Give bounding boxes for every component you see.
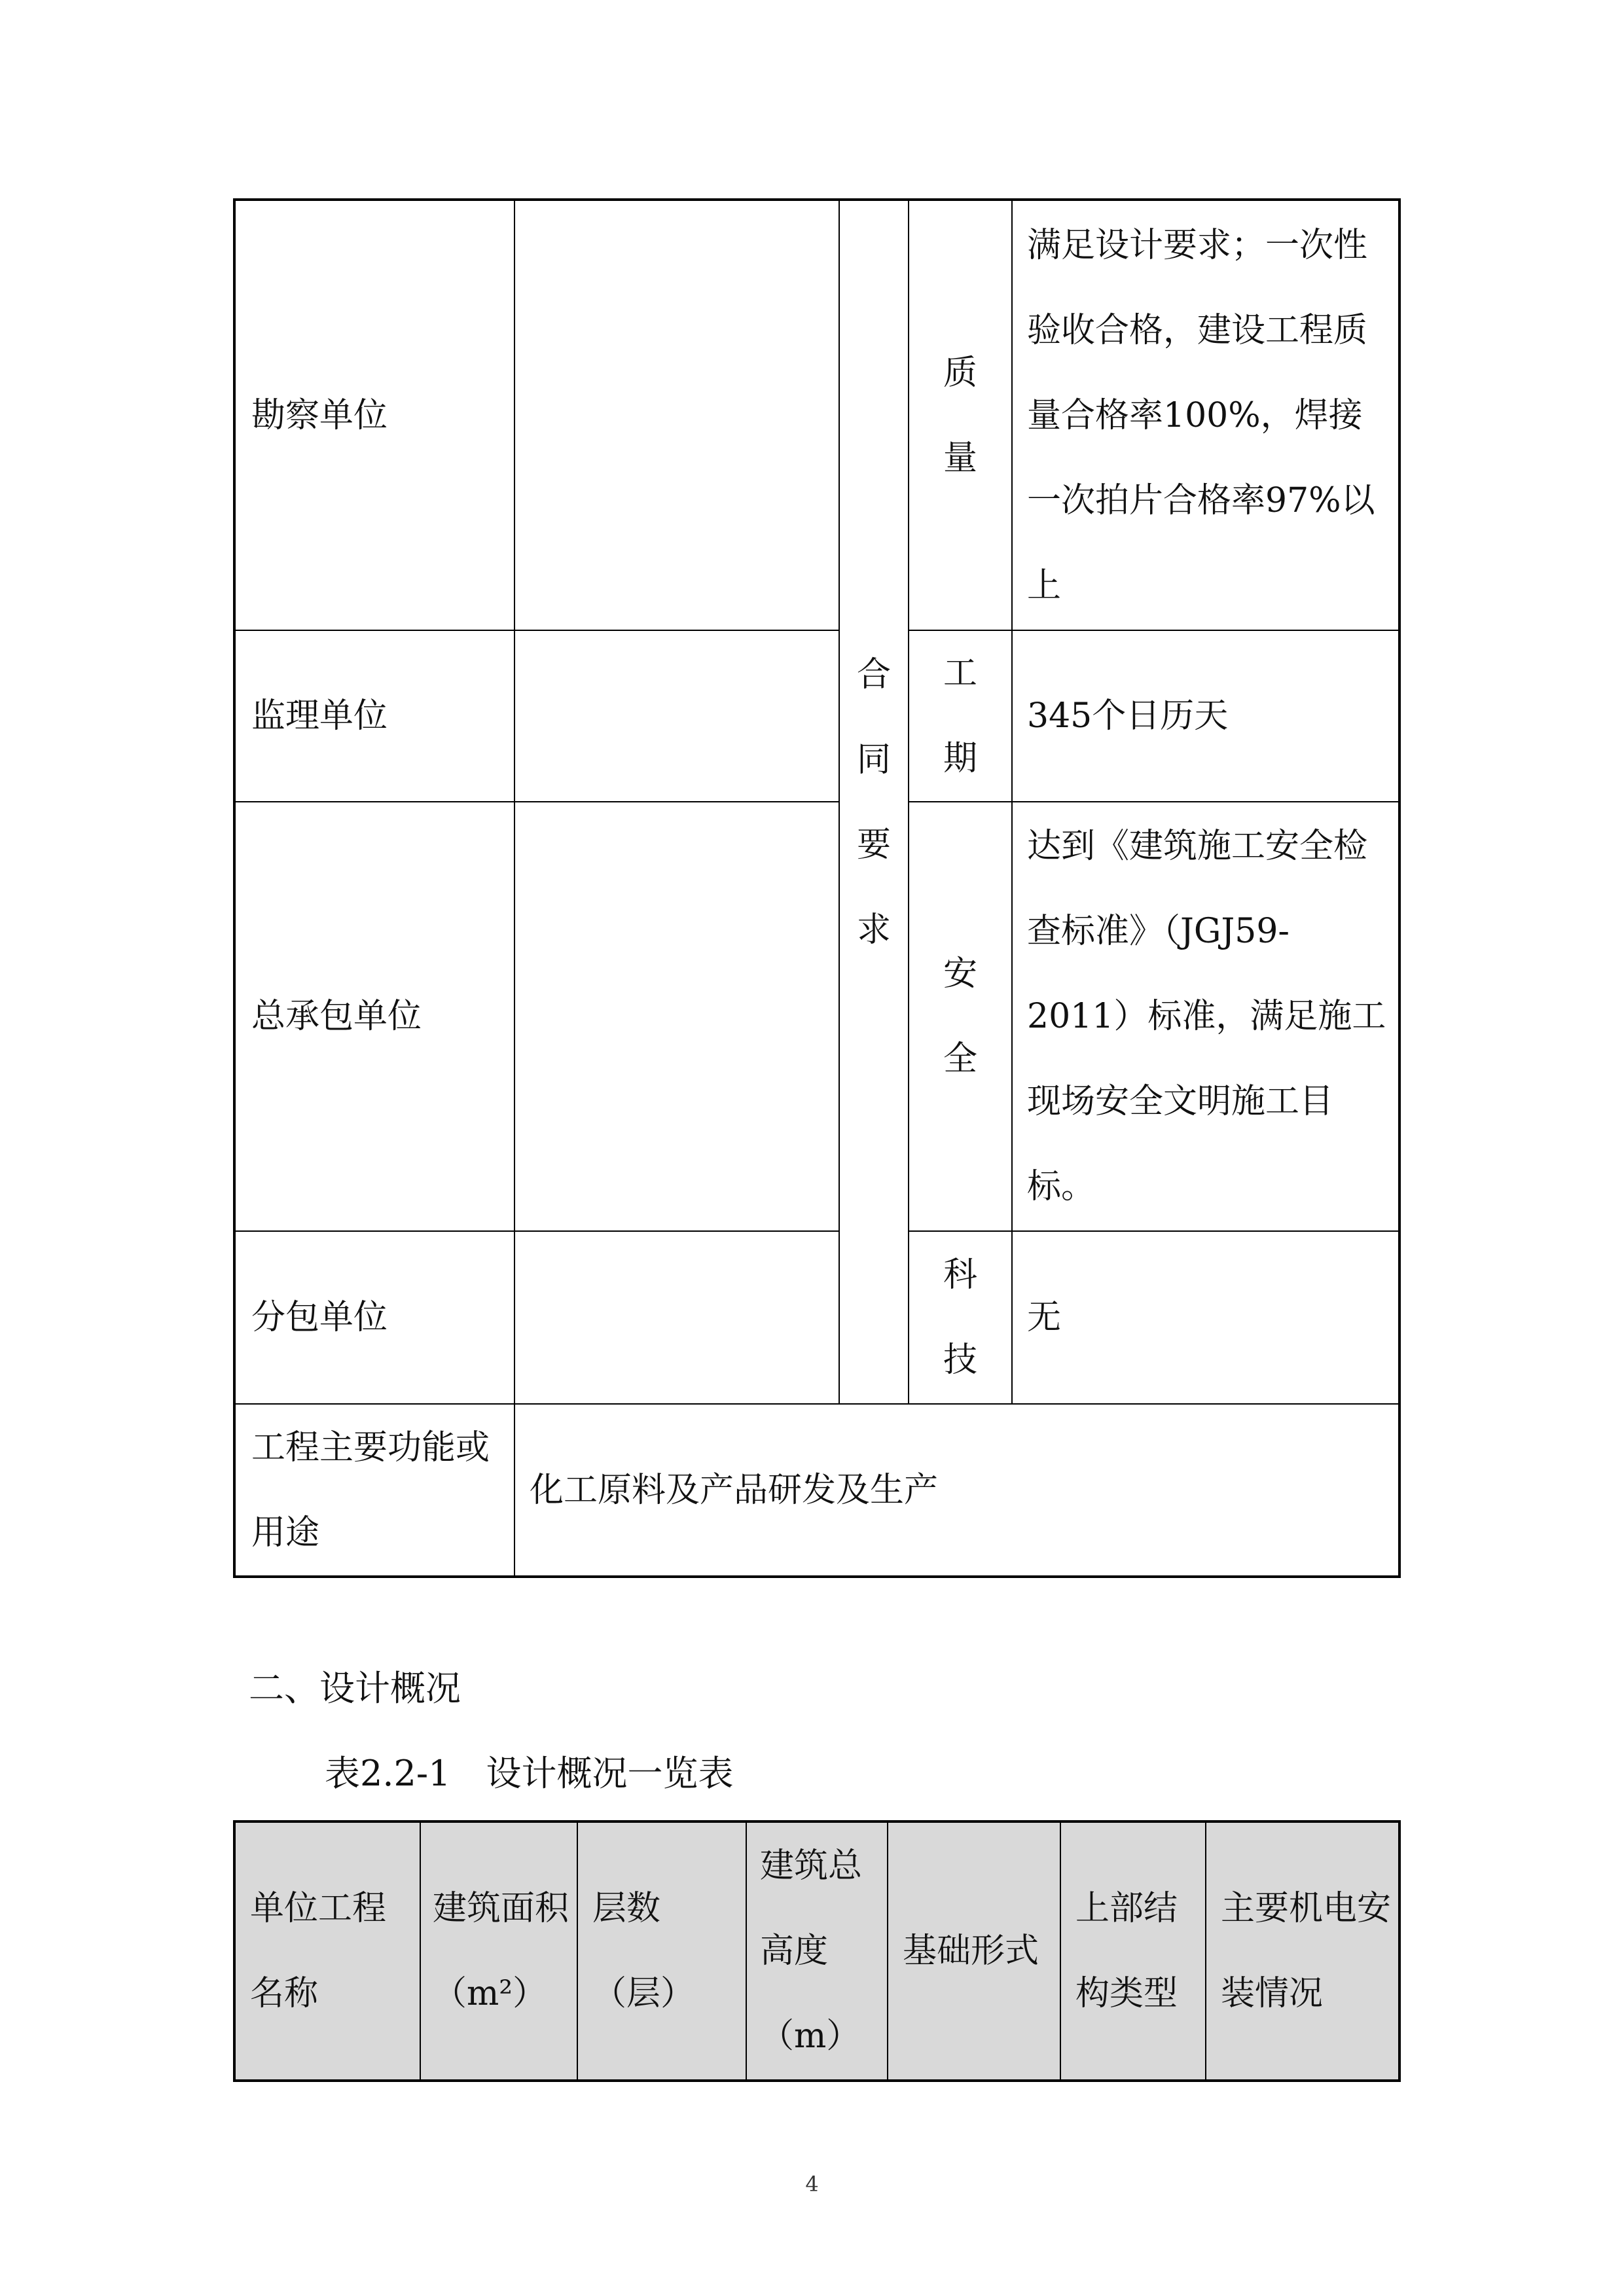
item-technology-text: 科技	[943, 1255, 978, 1380]
header-foundation: 基础形式	[888, 1821, 1060, 2081]
row-value-general-contractor	[514, 802, 839, 1231]
header-superstructure: 上部结构类型	[1060, 1821, 1206, 2081]
header-total-height: 建筑总高度（m）	[746, 1821, 888, 2081]
function-value: 化工原料及产品研发及生产	[514, 1404, 1399, 1577]
table-caption: 表2.2-1 设计概况一览表	[325, 1753, 734, 1794]
contract-requirements-label	[839, 200, 909, 1404]
function-label: 工程主要功能或用途	[234, 1404, 514, 1577]
requirement-quality: 满足设计要求；一次性验收合格，建设工程质量合格率100%，焊接一次拍片合格率97%以上	[1012, 200, 1399, 630]
requirement-schedule: 345个日历天	[1012, 630, 1399, 802]
item-schedule	[909, 630, 1012, 802]
section-heading: 二、设计概况	[249, 1668, 461, 1709]
row-label-supervision: 监理单位	[234, 630, 514, 802]
requirement-technology: 无	[1012, 1231, 1399, 1404]
row-label-survey: 勘察单位	[234, 200, 514, 630]
header-floor-area: 建筑面积（m²）	[420, 1821, 577, 2081]
header-unit-name: 单位工程名称	[234, 1821, 420, 2081]
row-value-supervision	[514, 630, 839, 802]
design-overview-table	[233, 1820, 1401, 2082]
header-floors: 层数（层）	[577, 1821, 746, 2081]
row-value-subcontractor	[514, 1231, 839, 1404]
row-label-subcontractor: 分包单位	[234, 1231, 514, 1404]
item-safety	[909, 802, 1012, 1231]
contract-requirements-text: 合同要求	[857, 655, 892, 950]
item-technology	[909, 1231, 1012, 1404]
item-schedule-text: 工期	[943, 654, 978, 778]
item-safety-text: 安全	[943, 954, 978, 1079]
item-quality	[909, 200, 1012, 630]
item-quality-text: 质量	[943, 353, 978, 478]
header-mep: 主要机电安装情况	[1206, 1821, 1399, 2081]
page-number: 4	[805, 2172, 819, 2197]
requirement-safety: 达到《建筑施工安全检查标准》（JGJ59-2011）标准，满足施工现场安全文明施工目标。	[1012, 802, 1399, 1231]
project-overview-table	[233, 198, 1401, 1578]
row-label-general-contractor: 总承包单位	[234, 802, 514, 1231]
row-value-survey	[514, 200, 839, 630]
